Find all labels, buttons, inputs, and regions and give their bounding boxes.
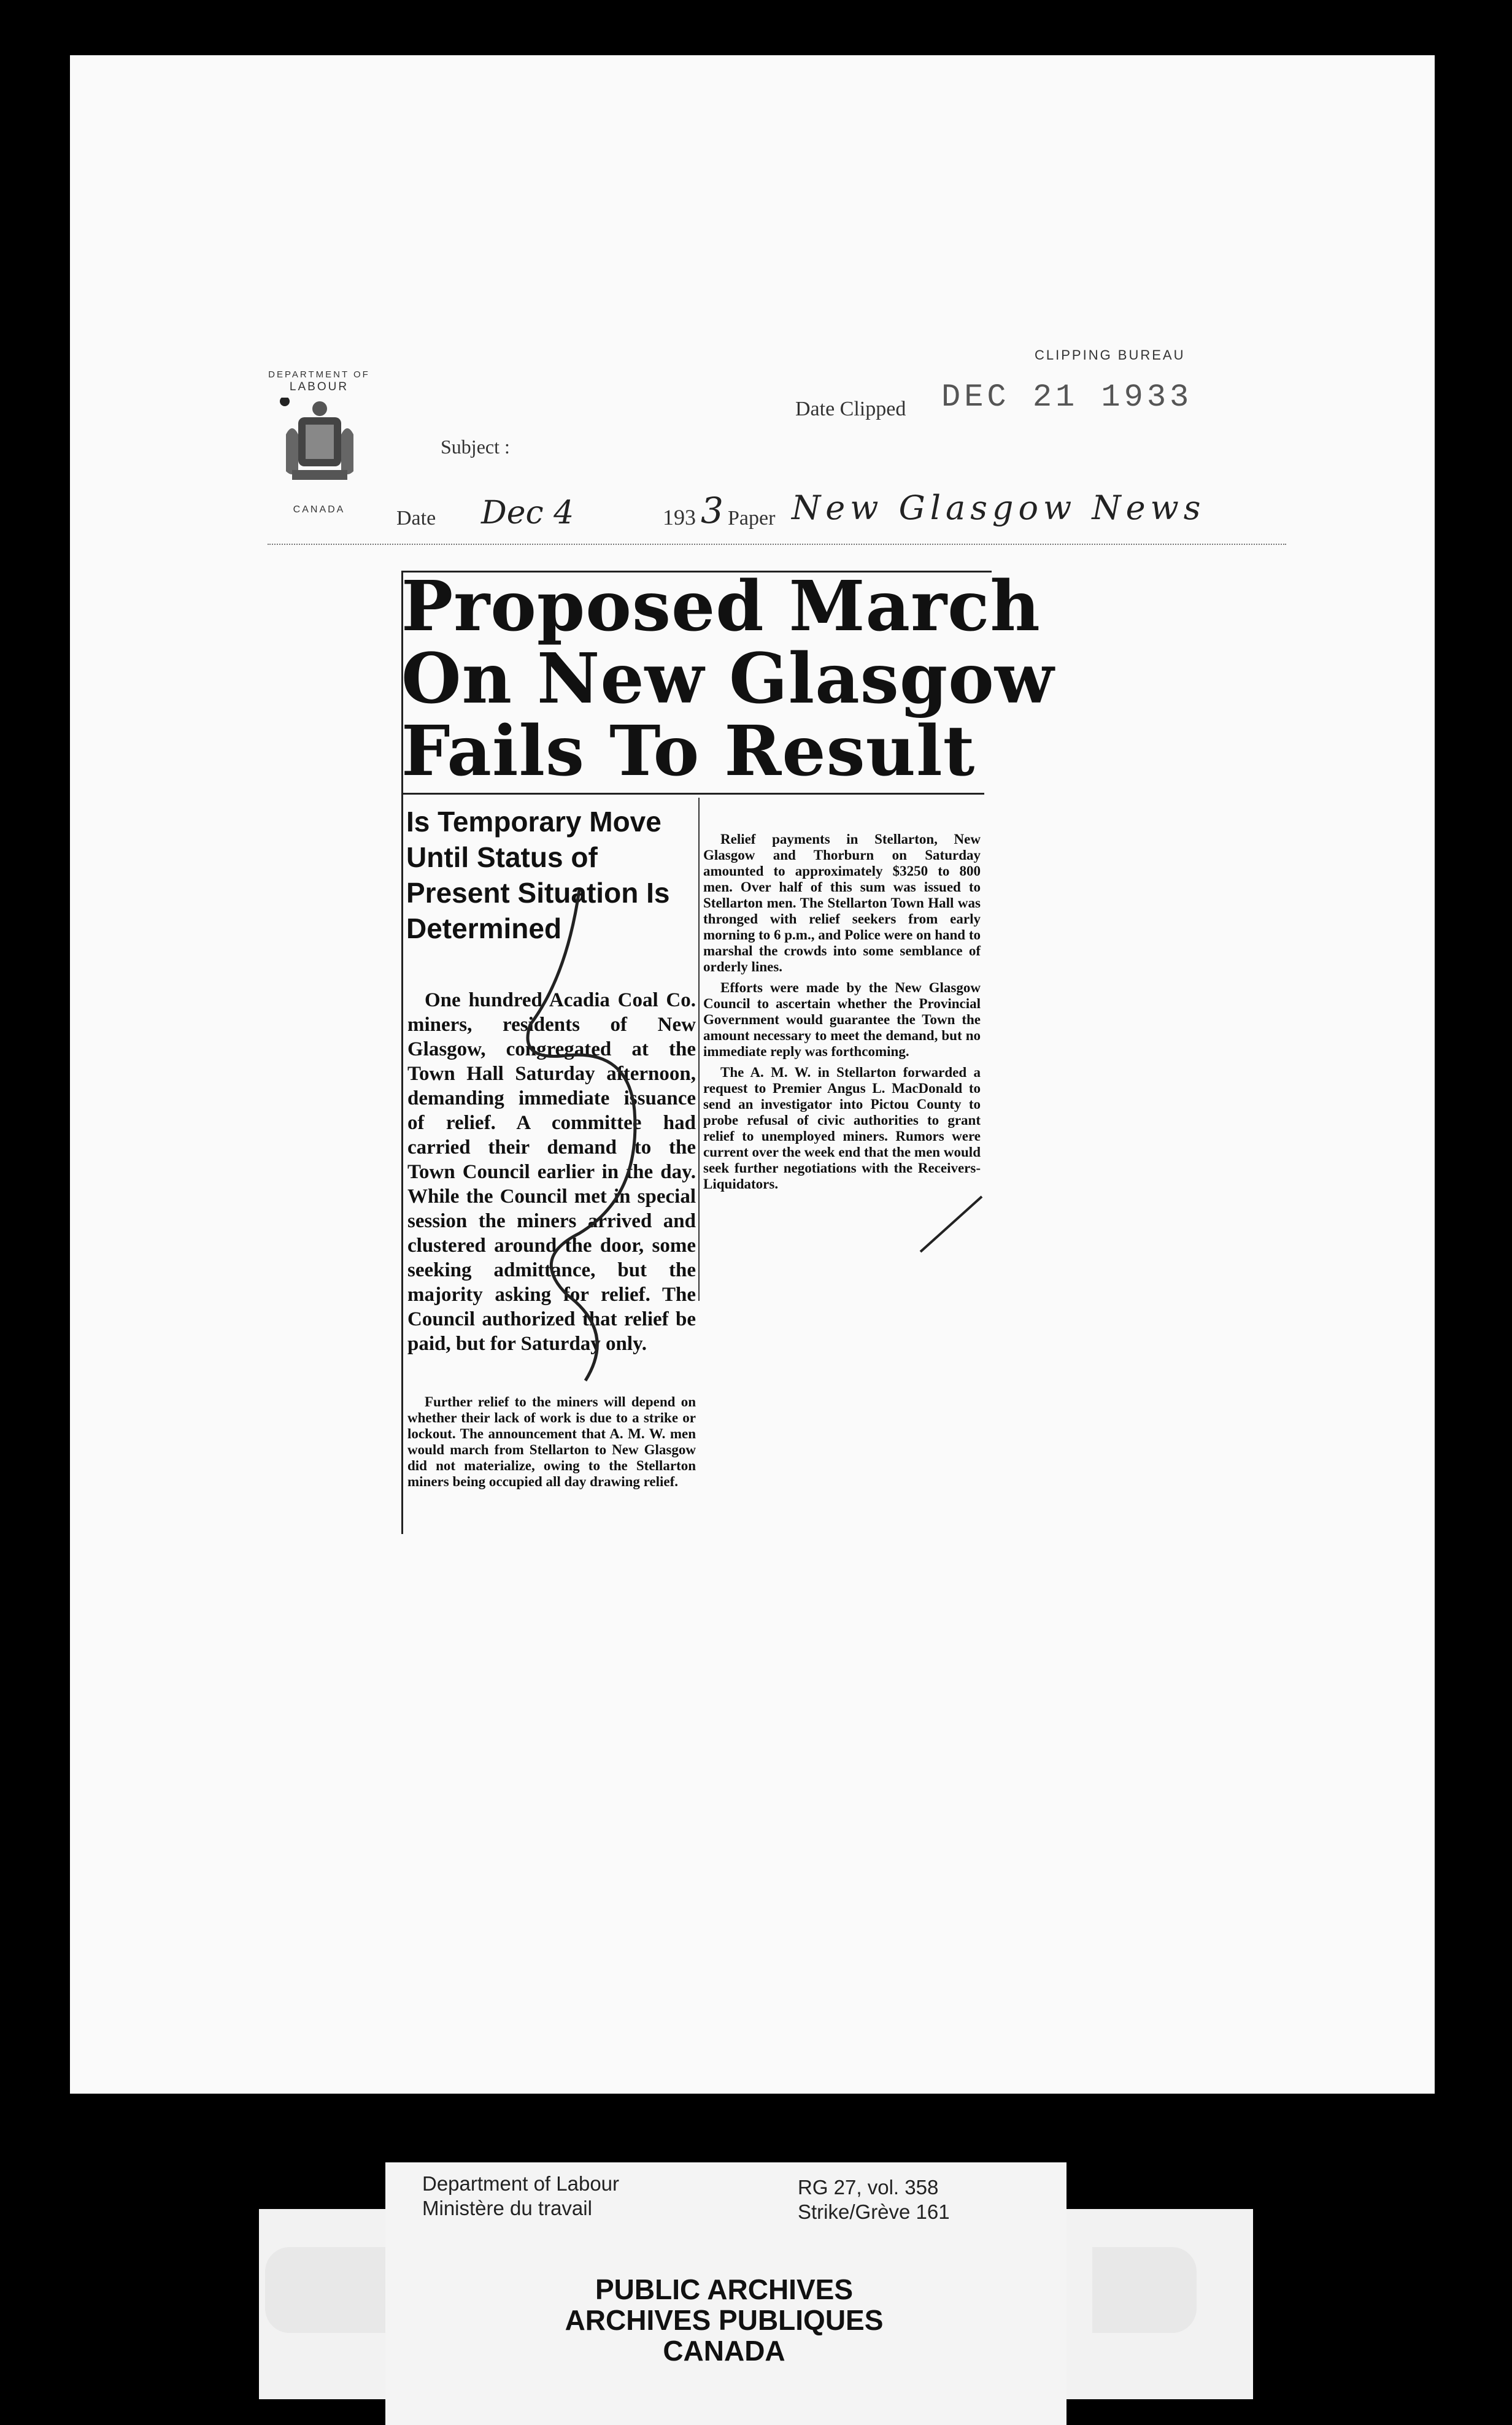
department-labour-label: LABOUR — [289, 380, 349, 393]
column2-para1: Relief payments in Stellarton, New Glasgow and Thorburn on Saturday amounted to approximately $3250 to 800 men. Over half of this sum was issued to Stellarton men. The Stellarton Town Hall was thronged with relief seekers from early morning to 6 p.m., and Police were on hand to marshal the crowds into some semblance of orderly lines. — [703, 831, 981, 974]
headline-line-3: Fails To Result — [401, 711, 976, 792]
canada-label: CANADA — [293, 504, 345, 515]
clipping-bureau-label: CLIPPING BUREAU — [1035, 347, 1186, 363]
label-tab-left — [265, 2247, 388, 2333]
paper-handwritten: New Glasgow News — [792, 488, 1206, 527]
archives-line-3: CANADA — [663, 2335, 785, 2367]
year-handwritten: 3 — [701, 490, 723, 531]
canada-coat-of-arms-icon — [280, 398, 360, 490]
label-tab-right — [1092, 2247, 1197, 2333]
dept-french: Ministère du travail — [422, 2197, 592, 2219]
pencil-mark-icon — [493, 853, 677, 1405]
subject-label: Subject : — [441, 436, 510, 458]
column2-para2: Efforts were made by the New Glasgow Council to ascertain whether the Provincial Government would guarantee the Town the amount necessary to meet the demand, but no immediate reply was forthcoming. — [703, 980, 981, 1059]
date-clipped-stamp: DEC 21 1933 — [941, 379, 1193, 415]
headline-rule — [401, 793, 984, 795]
newspaper-clipping — [401, 566, 1055, 1540]
headline-line-1: Proposed March — [401, 566, 1041, 647]
column2 — [703, 831, 981, 1197]
strike-number: Strike/Grève 161 — [798, 2200, 950, 2223]
lead-text: One hundred Acadia Coal Co. miners, residents of New Glasgow, congregated at the Town Hall Saturday afternoon, demanding immediate issuance of relief. A committee had carried their demand to the Town Council earlier in the day. While the Council met in special session the miners arrived and clustered around the door, some seeking admittance, but the majority asking for relief. The Council authorized that relief be paid, but for Saturday only. — [407, 989, 696, 1355]
year-printed: 193 — [663, 505, 696, 530]
column2-para3: The A. M. W. in Stellarton forwarded a request to Premier Angus L. MacDonald to send an investigator into Pictou County to probe refusal of civic authorities to grant relief to unemployed miners. Rumors were current over the week end that the men would seek further negotiations with the Receivers-Liquidators. — [703, 1065, 981, 1192]
archives-line-1: PUBLIC ARCHIVES — [595, 2273, 853, 2305]
archives-line-2: ARCHIVES PUBLIQUES — [565, 2304, 884, 2336]
dept-english: Department of Labour — [422, 2172, 620, 2195]
paper-label: Paper — [728, 507, 776, 530]
header-rule — [268, 544, 1286, 545]
archives-stamp — [534, 2274, 914, 2366]
subheadline: Is Temporary Move Until Status of Present Situation Is Determined — [406, 806, 670, 944]
column-divider — [698, 798, 700, 1301]
date-handwritten: Dec 4 — [481, 495, 574, 531]
department-label: DEPARTMENT OF — [268, 369, 370, 380]
headline-line-2: On New Glasgow — [401, 639, 1055, 719]
record-group-ref: RG 27, vol. 358 — [798, 2176, 939, 2199]
headline — [401, 566, 1055, 792]
date-clipped-label: Date Clipped — [795, 398, 906, 420]
check-mark-icon — [914, 1190, 988, 1258]
column1-paragraph2 — [407, 1394, 696, 1495]
column1-para2-text: Further relief to the miners will depend on whether their lack of work is due to a strike or lockout. The announcement that A. M. W. men would march from Stellarton to New Glasgow did not materialize, owing to the Stellarton miners being occupied all day drawing relief. — [407, 1394, 696, 1489]
date-label: Date — [396, 507, 436, 530]
